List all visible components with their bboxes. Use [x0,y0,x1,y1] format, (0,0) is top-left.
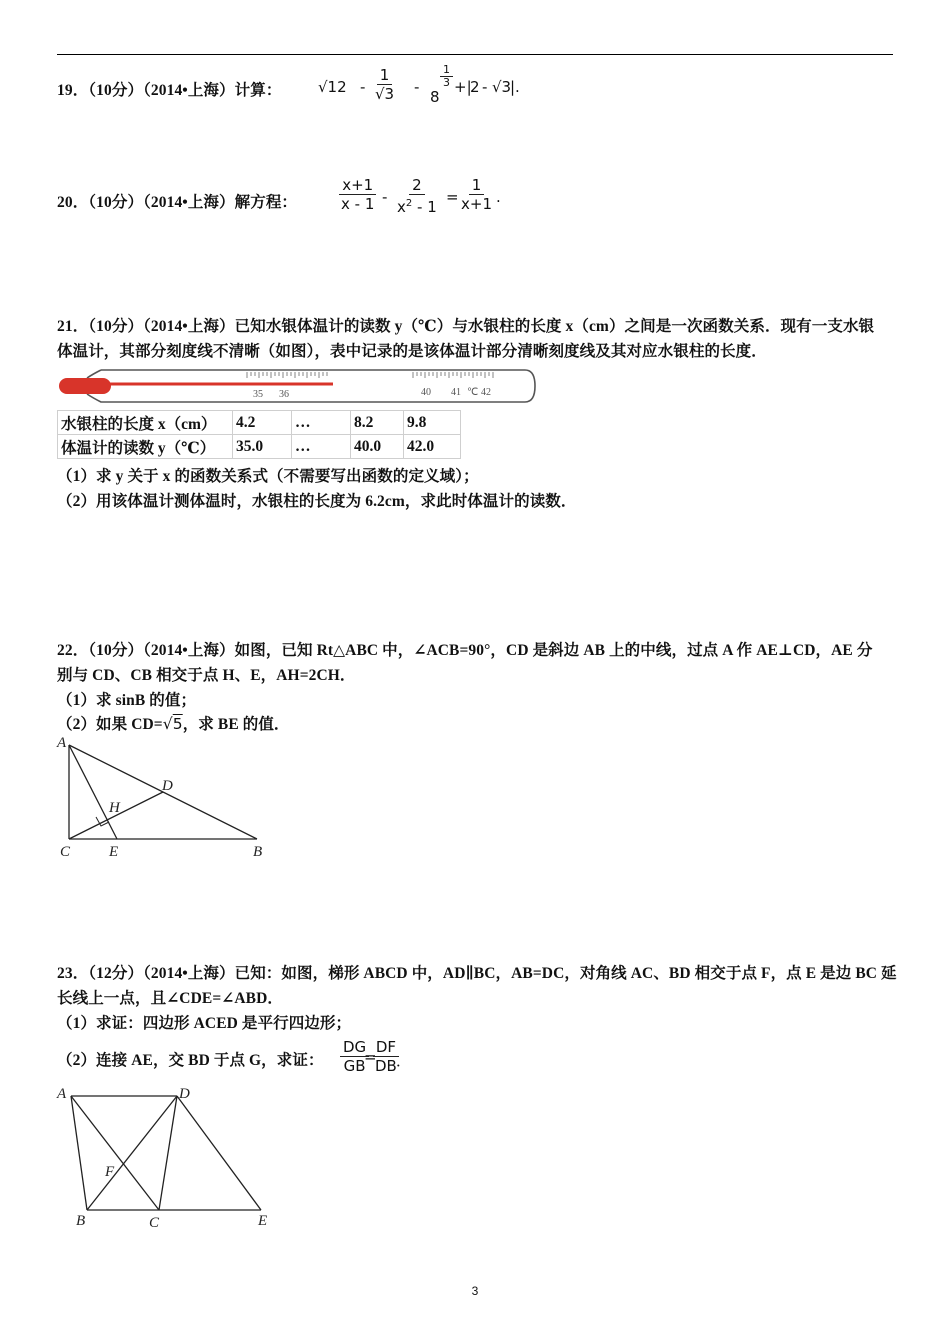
q21-line2: 体温计，其部分刻度线不清晰（如图），表中记录的是该体温计部分清晰刻度线及其对应水银柱的长度． [57,343,767,360]
q23-line2: 长线上一点，且∠CDE=∠ABD． [57,990,283,1007]
q22-line1: 22．（10分）（2014•上海）如图，已知 Rt△ABC 中，∠ACB=90°，CD 是斜边 AB 上的中线，过点 A 作 AE⊥CD，AE 分 [57,642,873,659]
q22-part1: （1）求 sinB 的值； [57,692,197,709]
q19-sqrt12: √12 [318,78,347,96]
q23-line1: 23．（12分）（2014•上海）已知：如图，梯形 ABCD 中，AD∥BC，AB=DC，对角线 AC、BD 相交于点 F，点 E 是边 BC 延 [57,965,897,982]
q21-part1: （1）求 y 关于 x 的函数关系式（不需要写出函数的定义域）； [57,468,479,485]
q21-part2: （2）用该体温计测体温时，水银柱的长度为 6.2cm，求此时体温计的读数． [57,493,577,510]
label-A: A [57,735,67,751]
label-F: F [105,1164,115,1180]
label-B: B [253,844,263,860]
label-B: B [76,1213,86,1229]
q23-ratio: $\frac{DG}{GB}$ = $\frac{DF}{DB}$ ． [338,1038,418,1082]
q19-expression: √12 - $\frac{1}{√3}$ - 8 $\frac{1}{3}$ +| 2 - √3 |. [318,63,520,106]
q19-text: 19．（10分）（2014•上海）计算： [57,82,282,99]
q23-part2: （2）连接 AE，交 BD 于点 G，求证： [57,1052,324,1069]
label-D: D [162,778,173,794]
page-number: 3 [471,1284,479,1298]
tick-label-36: 36 [279,389,289,400]
label-E: E [109,844,119,860]
q23-trapezoid-figure [55,1082,280,1232]
label-H: H [109,800,120,816]
tick-label-celsius: ℃ [467,387,479,398]
label-E: E [258,1213,268,1229]
top-rule [57,54,893,55]
q20-equation: $\frac{x+1}{x - 1}$ - $\frac{2}{x^2 - 1}$ = $\frac{1}{x+1}$ . [341,176,501,216]
label-D: D [179,1086,190,1102]
q23-part1: （1）求证：四边形 ACED 是平行四边形； [57,1015,352,1032]
thermometer-bulb [59,378,111,394]
q21-line1: 21．（10分）（2014•上海）已知水银体温计的读数 y（℃）与水银柱的长度 x（cm）之间是一次函数关系．现有一支水银 [57,318,875,335]
label-A: A [57,1086,67,1102]
q22-part2: （2）如果 CD=√5，求 BE 的值． [57,715,290,733]
table-row: 体温计的读数 y（℃） 35.0 … 40.0 42.0 [58,435,461,459]
q19-frac: $\frac{1}{√3}$ [375,66,395,103]
tick-label-41: 41 [451,387,461,398]
q20-text: 20．（10分）（2014•上海）解方程： [57,194,298,211]
q22-line2: 别与 CD、CB 相交于点 H、E，AH=2CH． [57,667,356,684]
q22-triangle-figure [55,735,275,860]
tick-label-35: 35 [253,389,263,400]
tick-label-42: 42 [481,387,491,398]
question-20 [57,190,297,212]
q21-data-table [57,410,461,459]
tick-label-40: 40 [421,387,431,398]
label-C: C [60,844,71,860]
thermometer-figure [57,364,539,408]
question-19 [57,78,281,100]
label-C: C [149,1215,160,1231]
table-row: 水银柱的长度 x（cm） 4.2 … 8.2 9.8 [58,411,461,435]
